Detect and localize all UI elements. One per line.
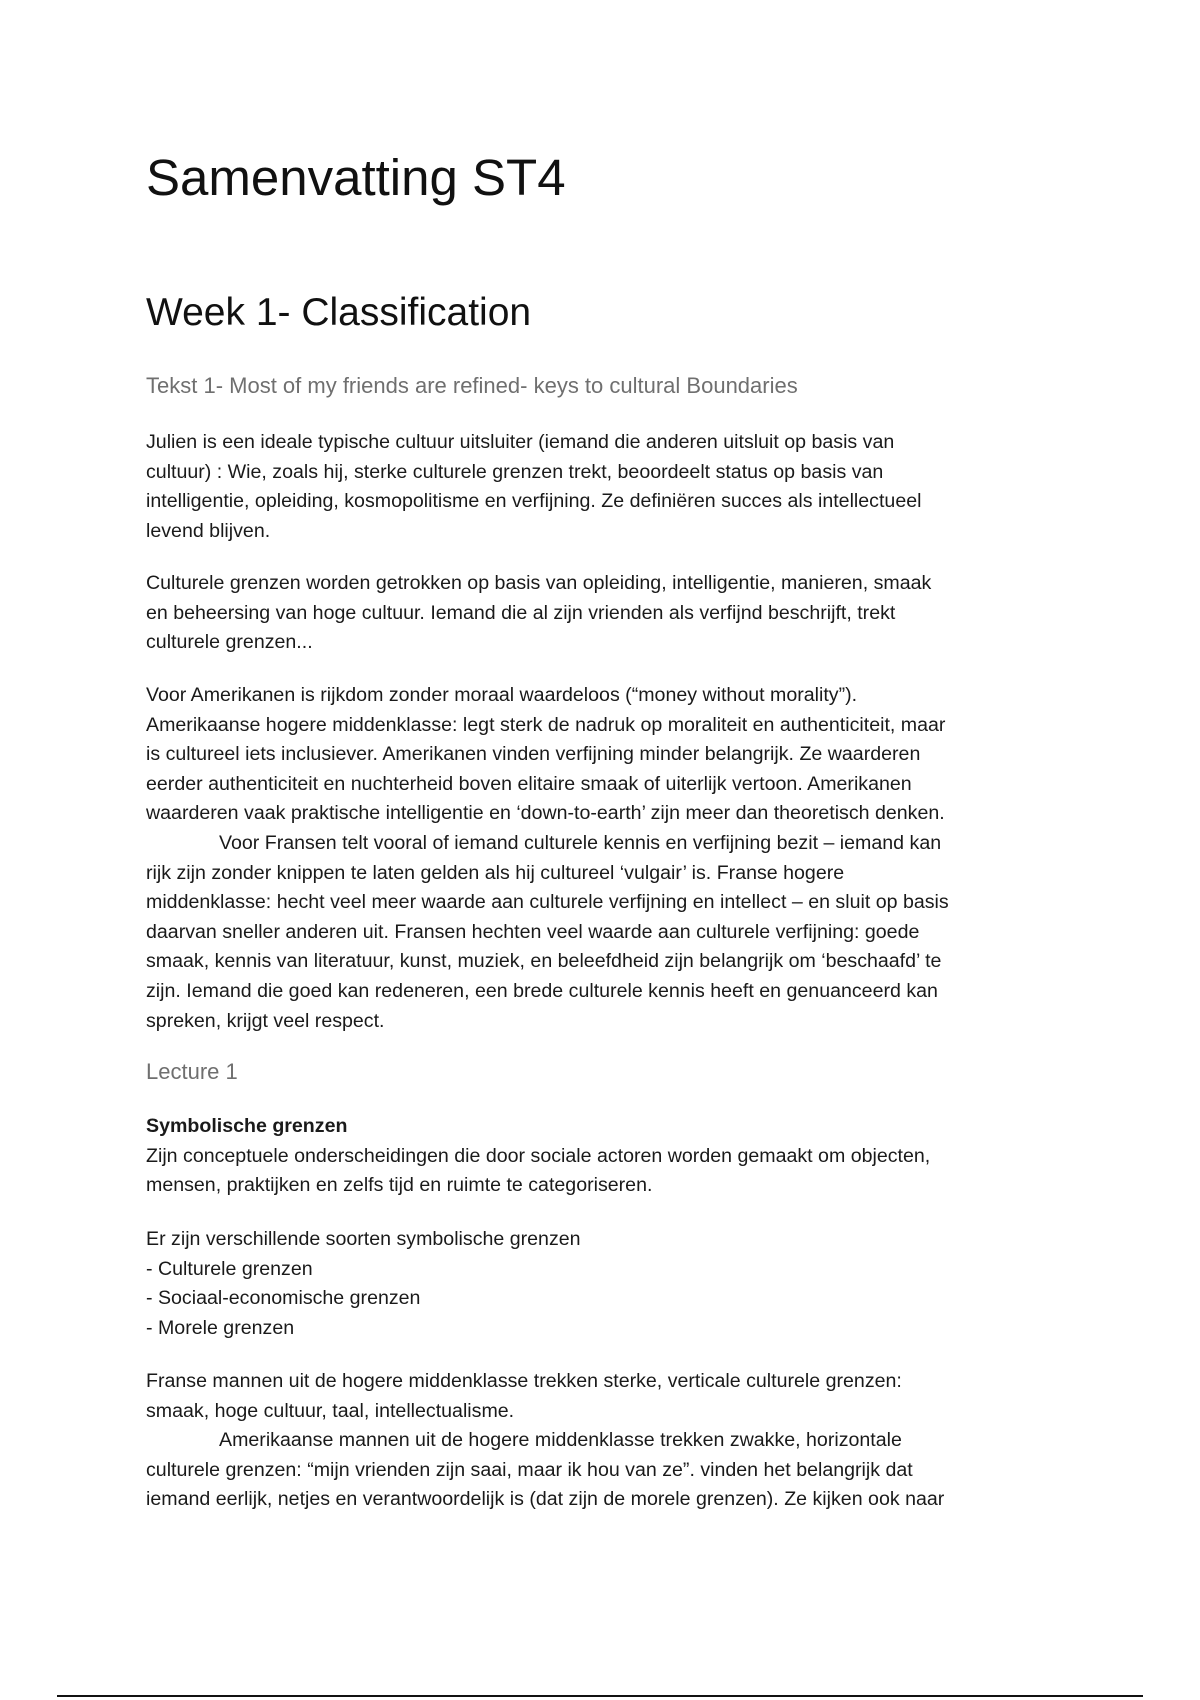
- document-title: Samenvatting ST4: [146, 149, 566, 206]
- paragraph-line: spreken, krijgt veel respect.: [146, 1009, 385, 1032]
- paragraph-line: smaak, kennis van literatuur, kunst, muziek, en beleefdheid zijn belangrijk om ‘beschaafd’ te: [146, 950, 942, 973]
- paragraph-line: eerder authenticiteit en nuchterheid boven elitaire smaak of uiterlijk vertoon. Amerikanen: [146, 772, 912, 795]
- paragraph-symbolic-boundaries: [146, 1112, 1066, 1201]
- paragraph-line: middenklasse: hecht veel meer waarde aan culturele verfijning en intellect – en sluit op basis: [146, 891, 949, 914]
- paragraph-line: culturele grenzen...: [146, 631, 313, 654]
- paragraph-line: levend blijven.: [146, 519, 271, 542]
- paragraph-line: Julien is een ideale typische cultuur uitsluiter (iemand die anderen uitsluit op basis van: [146, 431, 895, 453]
- paragraph-line: Amerikaanse hogere middenklasse: legt sterk de nadruk op moraliteit en authenticiteit, maar: [146, 713, 946, 736]
- paragraph-line: Culturele grenzen worden getrokken op basis van opleiding, intelligentie, manieren, smaak: [146, 572, 932, 594]
- paragraph-line: Franse mannen uit de hogere middenklasse trekken sterke, verticale culturele grenzen:: [146, 1370, 902, 1392]
- paragraph-line-indented: Voor Fransen telt vooral of iemand culturele kennis en verfijning bezit – iemand kan: [219, 831, 942, 854]
- paragraph-line: rijk zijn zonder knippen te laten gelden als hij cultureel ‘vulgair’ is. Franse hogere: [146, 861, 845, 884]
- page-bottom-divider: [57, 1695, 1143, 1697]
- section-heading-week-1: Week 1- Classification: [146, 291, 532, 334]
- paragraph-line: en beheersing van hoge cultuur. Iemand die al zijn vrienden als verfijnd beschrijft, trekt: [146, 601, 896, 624]
- boundary-types-block: [146, 1225, 1066, 1343]
- paragraph-french-american-men: [146, 1367, 1066, 1515]
- paragraph-line-indented: Amerikaanse mannen uit de hogere middenklasse trekken zwakke, horizontale: [219, 1429, 902, 1452]
- paragraph-line: iemand eerlijk, netjes en verantwoordelijk is (dat zijn de morele grenzen). Ze kijken ook naar: [146, 1488, 945, 1511]
- paragraph-line: zijn. Iemand die goed kan redeneren, een brede culturele kennis heeft en genuanceerd kan: [146, 979, 938, 1002]
- symbolic-boundaries-title: Symbolische grenzen: [146, 1115, 348, 1137]
- paragraph-line: waarderen vaak praktische intelligentie en ‘down-to-earth’ zijn meer dan theoretisch denken.: [146, 802, 945, 825]
- list-item: - Culturele grenzen: [146, 1257, 313, 1280]
- paragraph-line: cultuur) : Wie, zoals hij, sterke culturele grenzen trekt, beoordeelt status op basis van: [146, 460, 884, 483]
- paragraph-line: mensen, praktijken en zelfs tijd en ruimte te categoriseren.: [146, 1174, 653, 1197]
- paragraph-line: is cultureel iets inclusiever. Amerikanen vinden verfijning minder belangrijk. Ze waarderen: [146, 743, 921, 766]
- paragraph-line: Voor Amerikanen is rijkdom zonder moraal waardeloos (“money without morality”).: [146, 684, 858, 706]
- lecture-1-heading: Lecture 1: [146, 1059, 238, 1084]
- paragraph-line: Zijn conceptuele onderscheidingen die door sociale actoren worden gemaakt om objecten,: [146, 1144, 931, 1167]
- paragraph-line: culturele grenzen: “mijn vrienden zijn saai, maar ik hou van ze”. vinden het belangrijk dat: [146, 1458, 913, 1481]
- paragraph-line: intelligentie, opleiding, kosmopolitisme en verfijning. Ze definiëren succes als intellectueel: [146, 490, 922, 513]
- paragraph-line: smaak, hoge cultuur, taal, intellectualisme.: [146, 1399, 515, 1422]
- paragraph-cultural-boundaries: [146, 569, 1066, 658]
- list-item: - Sociaal-economische grenzen: [146, 1287, 421, 1310]
- paragraph-americans-french: [146, 681, 1066, 1036]
- paragraph-line: daarvan sneller anderen uit. Fransen hechten veel waarde aan culturele verfijning: goede: [146, 920, 920, 943]
- list-item: - Morele grenzen: [146, 1316, 295, 1339]
- boundary-types-intro: Er zijn verschillende soorten symbolische grenzen: [146, 1228, 581, 1250]
- paragraph-julien: [146, 428, 1066, 546]
- text-1-heading: Tekst 1- Most of my friends are refined- keys to cultural Boundaries: [146, 373, 798, 398]
